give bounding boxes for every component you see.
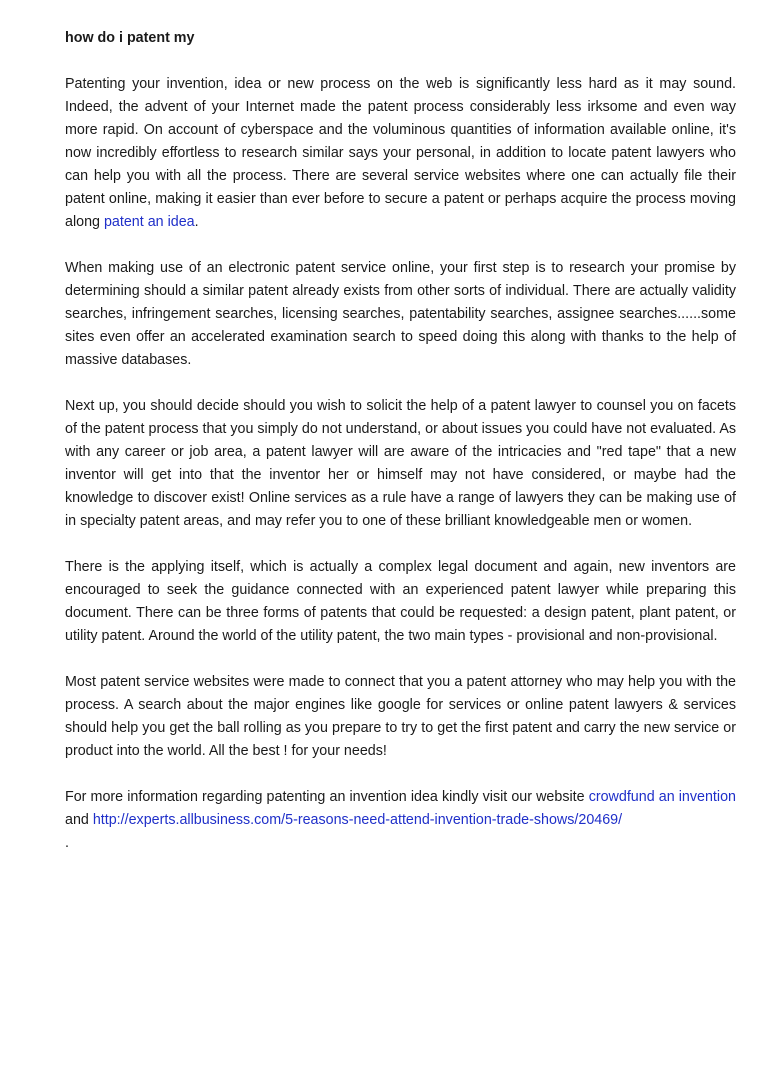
allbusiness-url-link[interactable]: http://experts.allbusiness.com/5-reasons-need-attend-invention-trade-shows/20469/ (92, 812, 623, 828)
paragraph-websites: Most patent service websites were made to connect that you a patent attorney who may help you with the process. A search about the major engines like google for services or online patent lawyers & services should help you get the ball rolling as you prepare to try to get the first patent and carry the new service or product into the world. All the best ! for your needs! (65, 674, 736, 759)
patent-an-idea-link[interactable]: patent an idea (103, 214, 195, 230)
closing-text: For more information regarding patenting an invention idea kindly visit our website (65, 789, 589, 805)
paragraph-lawyer: Next up, you should decide should you wish to solicit the help of a patent lawyer to counsel you on facets of the patent process that you simply do not understand, or about issues you could have not evaluated. As with any career or job area, a patent lawyer will are aware of the intricacies and "red tape" that a new inventor will get into that the inventor her or himself may not have considered, or maybe had the knowledge to discover exist! Online services as a rule have a range of lawyers they can be making use of in specialty patent areas, and may refer you to one of these brilliant knowledgeable men or women. (65, 398, 736, 529)
document-page (65, 27, 736, 855)
paragraph-intro (65, 73, 736, 234)
crowdfund-invention-link[interactable]: crowdfund an invention (588, 789, 736, 805)
closing-section (65, 786, 736, 855)
paragraph-application: There is the applying itself, which is actually a complex legal document and again, new inventors are encouraged to seek the guidance connected with an experienced patent lawyer while preparing this document. There can be three forms of patents that could be requested: a design patent, plant patent, or utility patent. Around the world of the utility patent, the two main types - provisional and non-provisional. (65, 559, 736, 644)
document-title: how do i patent my (65, 30, 195, 46)
paragraph-intro-end: . (194, 214, 199, 230)
paragraph-search: When making use of an electronic patent service online, your first step is to research your promise by determining should a similar patent already exists from other sorts of individual. There are actually validity searches, infringement searches, licensing searches, patentability searches, assignee searches......some sites even offer an accelerated examination search to speed doing this along with thanks to the help of massive databases. (65, 260, 736, 368)
paragraph-intro-text: Patenting your invention, idea or new process on the web is significantly less hard as it may sound. Indeed, the advent of your Internet made the patent process considerably less irksome and even way more rapid. On account of cyberspace and the voluminous quantities of information available online, it's now incredibly effortless to research similar says your personal, in addition to locate patent lawyers who can help you with all the process. There are several service websites where one can actually file their patent online, making it easier than ever before to secure a patent or perhaps acquire the process moving along (65, 76, 736, 230)
paragraph-closing (65, 786, 736, 855)
closing-period: . (65, 835, 69, 851)
closing-and: and (65, 812, 93, 828)
